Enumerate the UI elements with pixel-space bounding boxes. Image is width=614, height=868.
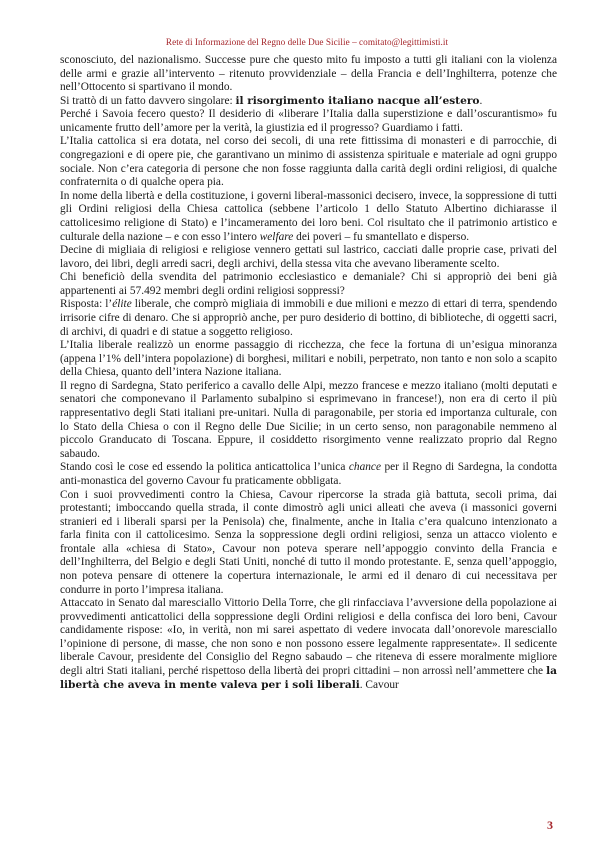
text-run: Attaccato in Senato dal maresciallo Vittorio Della Torre, che gli rinfacciava l’avversione della popolazione ai provvedimenti anticattolici della soppressione degli Ordini religiosi e della confisca dei loro beni, Cavour candidamente rispose: «Io, in verità, non mi sarei aspettato di vedere invocata dall’onorevole maresciallo l’opinione di persone, di masse, che non sono e non possono essere legalmente rappresentate». Il sedicente liberale Cavour, presidente del Consiglio del Regno sabaudo – che riteneva di essere moralmente migliore degli altri Stati italiani, perché rispettoso della libertà dei propri cittadini – non arrossì nell’ammettere che bbox=[60, 597, 557, 678]
text-run: In nome della libertà e della costituzione, i governi liberal-massonici decisero, invece, la soppressione di tutti gli Ordini religiosi della Chiesa cattolica (sebbene l’articolo 1 dello Statuto Albertino dichiarasse il cattolicesimo religione di Stato) e l’incameramento dei loro beni. Col risultato che il patrimonio artistico e culturale della nazione – e con esso l’intero bbox=[60, 189, 557, 243]
text-run: dei poveri – fu smantellato e disperso. bbox=[293, 230, 470, 243]
text-run: Si trattò di un fatto davvero singolare: bbox=[60, 94, 236, 107]
text-run: L’Italia cattolica si era dotata, nel corso dei secoli, di una rete fittissima di monasteri e di parrocchie, di congregazioni e di opere pie, che garantivano un minimo di assistenza spirituale e materiale ad ogni gruppo sociale. Non c’era categoria di persone che non fosse raggiunta dalla carità degli ordini religiosi, di qualche confraternita o di qualche opera pia. bbox=[60, 135, 557, 189]
paragraph bbox=[60, 489, 557, 598]
paragraph bbox=[60, 339, 557, 380]
text-run: Decine di migliaia di religiosi e religiose vennero gettati sul lastrico, cacciati dalle proprie case, privati del lavoro, dei libri, degli arredi sacri, degli archivi, della stessa vita che avevano liberamente scelto. bbox=[60, 244, 557, 270]
bold-text: il risorgimento italiano nacque all’estero bbox=[235, 94, 480, 107]
text-run: per il Regno di Sardegna, la condotta anti-monastica del governo Cavour fu praticamente obbligata. bbox=[60, 461, 557, 487]
paragraph bbox=[60, 380, 557, 461]
paragraph bbox=[60, 95, 557, 109]
paragraph bbox=[60, 108, 557, 135]
text-run: Perché i Savoia fecero questo? Il desiderio di «liberare l’Italia dalla superstizione e dall’oscurantismo» fu unicamente frutto dell’amore per la verità, la giustizia ed il progresso? Guardiamo i fatti. bbox=[60, 108, 557, 134]
page-number: 3 bbox=[547, 818, 553, 832]
text-run: . Cavour bbox=[359, 678, 399, 691]
text-run: Il regno di Sardegna, Stato periferico a cavallo delle Alpi, mezzo francese e mezzo italiano (molti deputati e senatori che componevano il Parlamento subalpino si esprimevano in francese!), non era di certo il più rappresentativo degli Stati italiani pre-unitari. Nulla di paragonabile, per storia ed importanza culturale, con lo Stato della Chiesa o con il Regno delle Due Sicilie; in un certo senso, non paragonabile nemmeno al piccolo Granducato di Toscana. Eppure, il cosiddetto risorgimento venne realizzato proprio dal Regno sabaudo. bbox=[60, 379, 557, 460]
bold-text: la libertà che aveva in mente valeva per i soli liberali bbox=[60, 665, 557, 691]
text-run: L’Italia liberale realizzò un enorme passaggio di ricchezza, che fece la fortuna di un’esigua minoranza (appena l’1% dell’intera popolazione) di borghesi, militari e nobili, perpetrato, non tanto e non solo a scapito della Chiesa, quanto dell’intera Nazione italiana. bbox=[60, 339, 557, 379]
paragraph bbox=[60, 244, 557, 271]
text-run: Con i suoi provvedimenti contro la Chiesa, Cavour ripercorse la strada già battuta, secoli prima, dai protestanti; imboccando quella strada, il conte dimostrò agli unici alleati che aveva (i massonici governi stranieri ed i liberali sparsi per la Penisola) che, finalmente, anche in Italia c’era qualcuno intenzionato a farla finita con il cattolicesimo. Senza la soppressione degli ordini religiosi, senza un attacco violento e frontale alla «chiesa di Stato», Cavour non poteva sperare nell’appoggio convinto della Francia e dell’Inghilterra, del Belgio e degli Stati Uniti, nonché di tutto il mondo protestante. E, senza quell’appoggio, non poteva pensare di ottenere la copertura internazionale, le armi ed il denaro di cui necessitava per condurre in porto l’impresa italiana. bbox=[60, 488, 557, 596]
paragraph bbox=[60, 271, 557, 298]
paragraph bbox=[60, 190, 557, 244]
paragraph bbox=[60, 135, 557, 189]
paragraph bbox=[60, 54, 557, 95]
text-run: sconosciuto, del nazionalismo. Successe pure che questo mito fu imposto a tutti gli italiani con la violenza delle armi e grazie all’intervento – ritenuto provvidenziale – della Francia e dell’Inghilterra, potenze che nell’Ottocento si spartivano il mondo. bbox=[60, 54, 557, 94]
text-run: . bbox=[479, 94, 483, 107]
italic-text: élite bbox=[112, 298, 132, 311]
paragraph bbox=[60, 298, 557, 339]
paragraph bbox=[60, 597, 557, 692]
paragraph bbox=[60, 461, 557, 488]
body-text bbox=[60, 54, 557, 692]
italic-text: welfare bbox=[259, 230, 294, 243]
text-run: Risposta: l’ bbox=[60, 298, 113, 311]
italic-text: chance bbox=[348, 461, 381, 474]
text-run: Stando così le cose ed essendo la politica anticattolica l’unica bbox=[60, 461, 349, 474]
page-header: Rete di Informazione del Regno delle Due Sicilie – comitato@legittimisti.it bbox=[165, 37, 449, 47]
text-run: liberale, che comprò migliaia di immobili e due milioni e mezzo di ettari di terra, spendendo irrisorie cifre di denaro. Che si appropriò anche, per puro desiderio di bottino, di biblioteche, di oggetti sacri, di archivi, di quadri e di statue a soggetto religioso. bbox=[60, 298, 558, 338]
text-run: Chi beneficiò della svendita del patrimonio ecclesiastico e demaniale? Chi si appropriò dei beni già appartenenti ai 57.492 membri degli ordini religiosi soppressi? bbox=[60, 271, 557, 297]
